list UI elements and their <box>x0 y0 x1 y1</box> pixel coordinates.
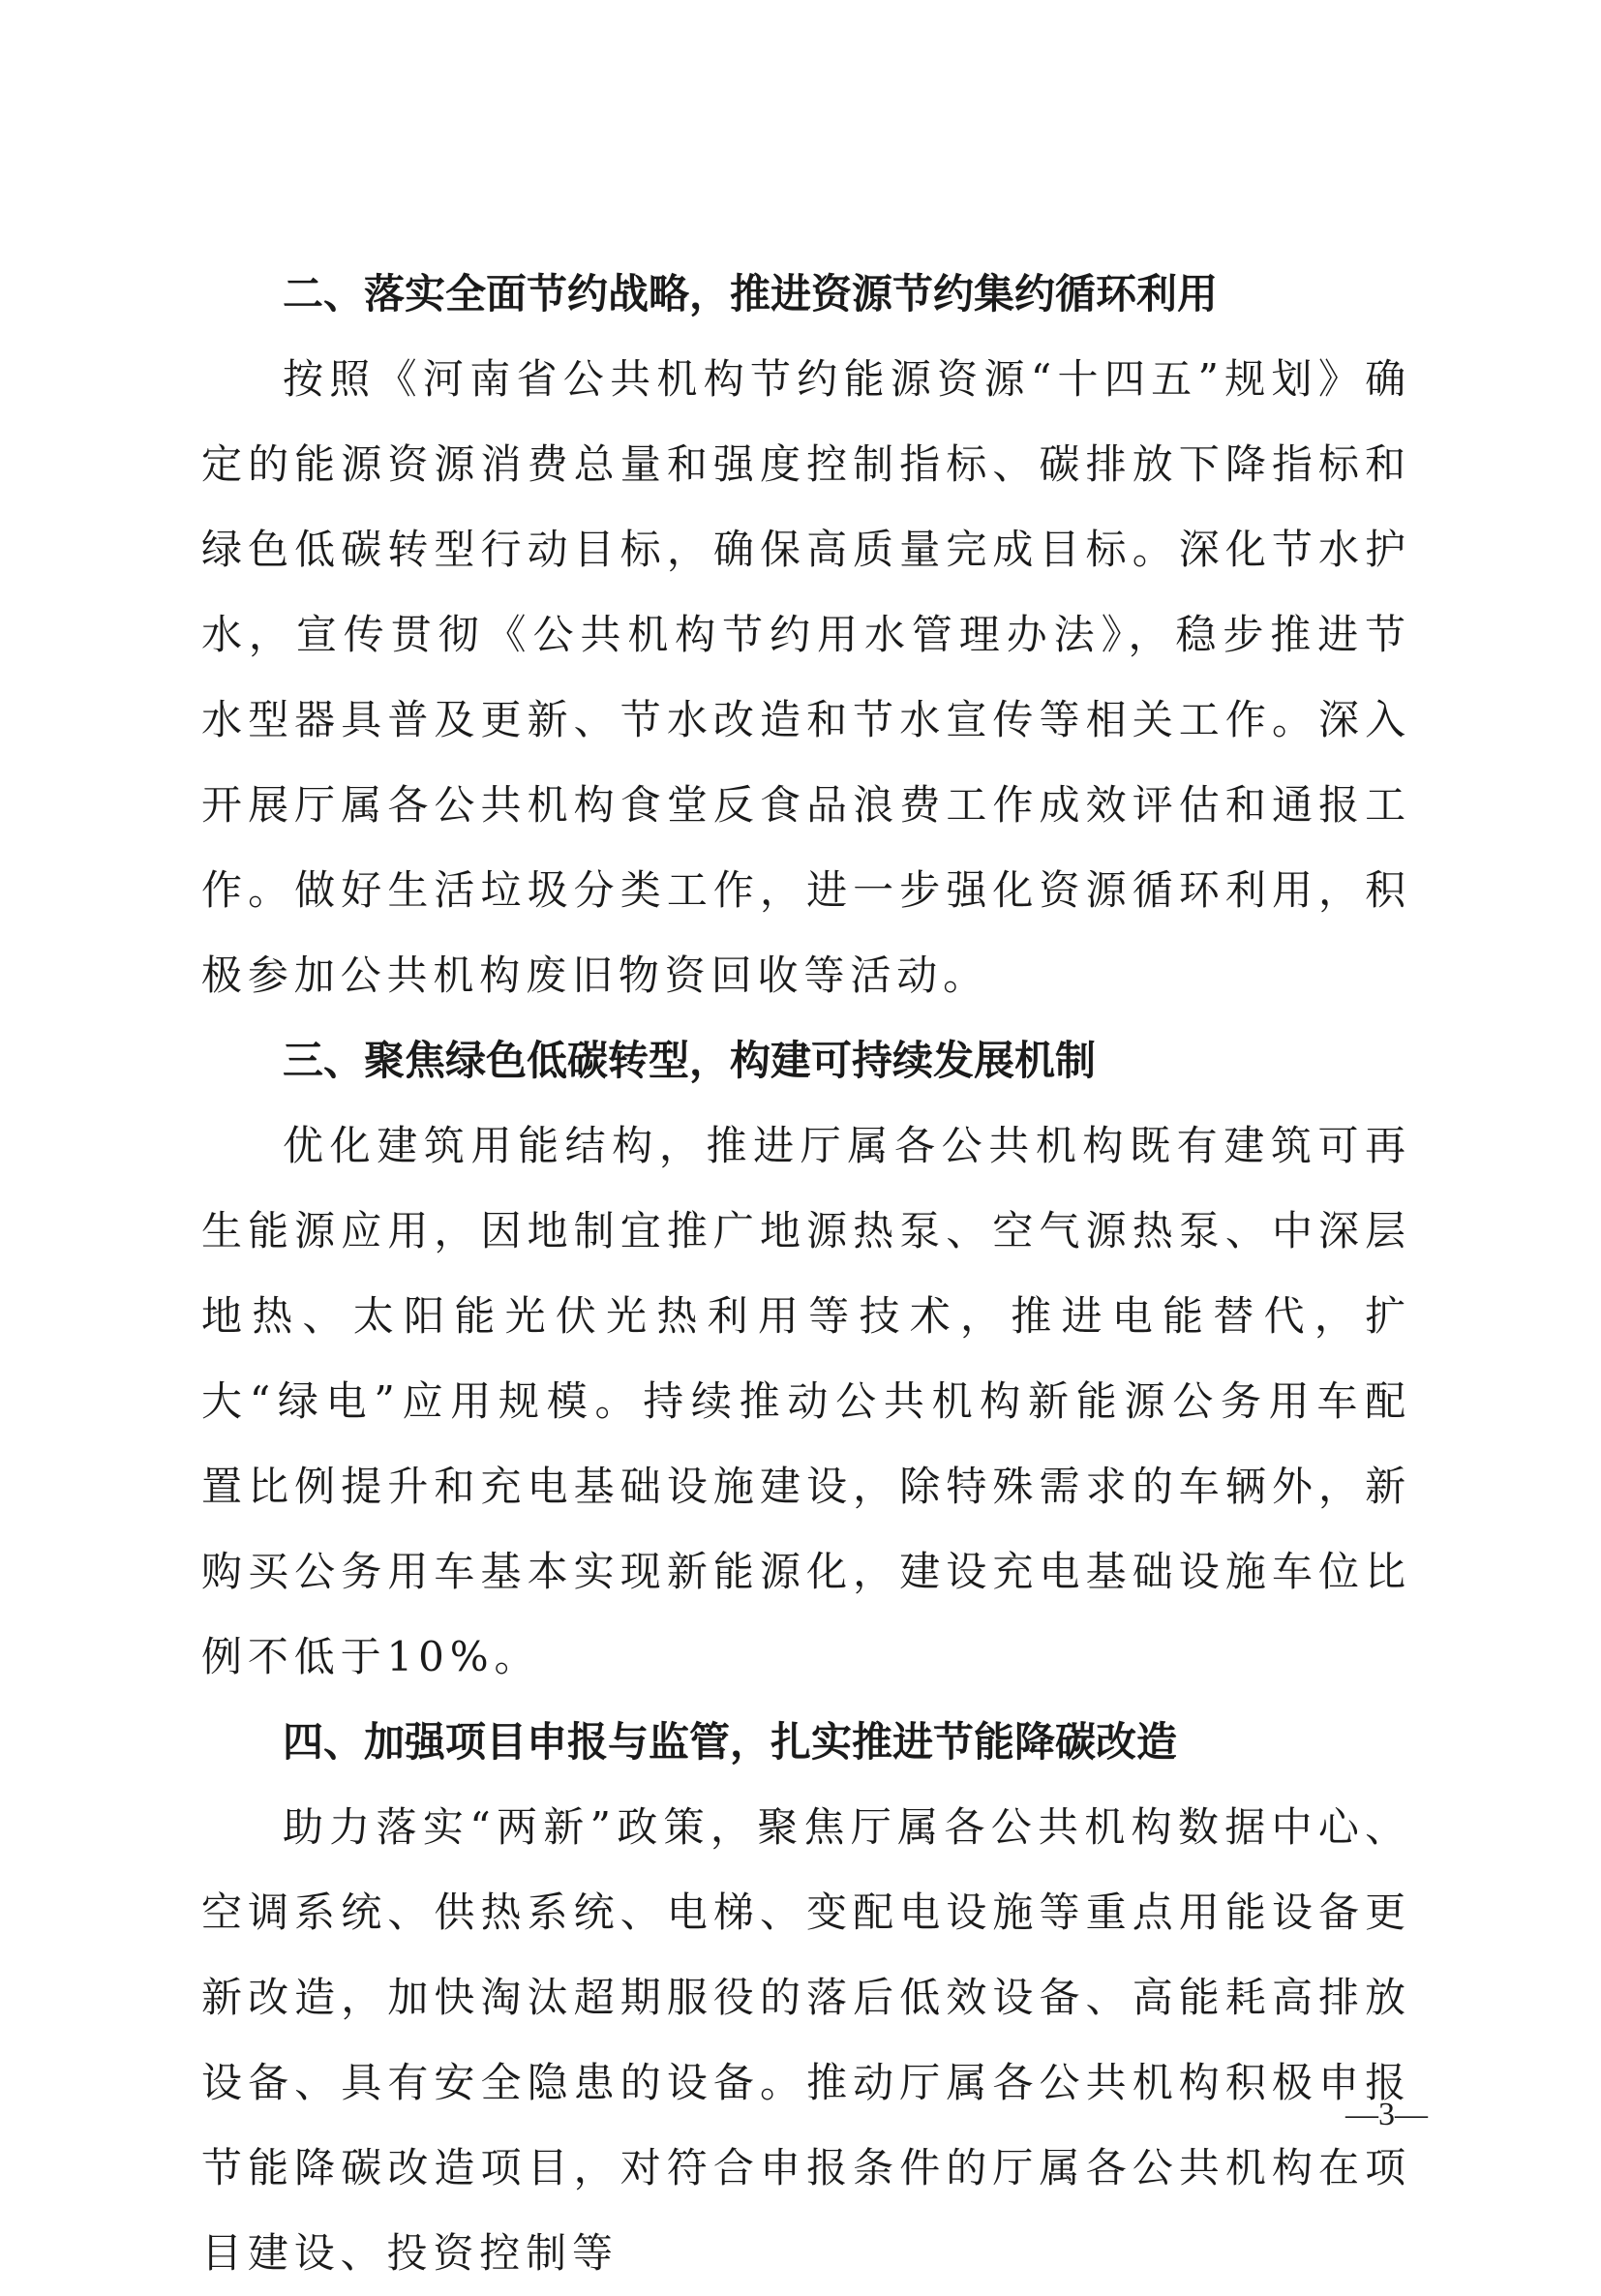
section-paragraph-3: 优化建筑用能结构，推进厅属各公共机构既有建筑可再生能源应用，因地制宜推广地源热泵、空气源热泵、中深层地热、太阳能光伏光热利用等技术，推进电能替代，扩大“绿电”应用规模。持续推动公共机构新能源公务用车配置比例提升和充电基础设施建设，除特殊需求的车辆外，新购买公务用车基本实现新能源化，建设充电基础设施车位比例不低于10%。 <box>201 1122 1411 1680</box>
section-heading-2: 二、落实全面节约战略，推进资源节约集约循环利用 <box>283 270 1219 317</box>
document-body <box>201 252 1411 2296</box>
section-heading-4: 四、加强项目申报与监管，扎实推进节能降碳改造 <box>283 1718 1178 1766</box>
section-paragraph-2: 按照《河南省公共机构节约能源资源“十四五”规划》确定的能源资源消费总量和强度控制指标、碳排放下降指标和绿色低碳转型行动目标，确保高质量完成目标。深化节水护水，宣传贯彻《公共机构节约用水管理办法》，稳步推进节水型器具普及更新、节水改造和节水宣传等相关工作。深入开展厅属各公共机构食堂反食品浪费工作成效评估和通报工作。做好生活垃圾分类工作，进一步强化资源循环利用，积极参加公共机构废旧物资回收等活动。 <box>201 355 1411 999</box>
section-heading-3: 三、聚焦绿色低碳转型，构建可持续发展机制 <box>283 1037 1097 1084</box>
page-number: —3— <box>1345 2097 1428 2132</box>
section-paragraph-4: 助力落实“两新”政策，聚焦厅属各公共机构数据中心、空调系统、供热系统、电梯、变配电设施等重点用能设备更新改造，加快淘汰超期服役的落后低效设备、高能耗高排放设备、具有安全隐患的设备。推动厅属各公共机构积极申报节能降碳改造项目，对符合申报条件的厅属各公共机构在项目建设、投资控制等 <box>201 1803 1411 2277</box>
